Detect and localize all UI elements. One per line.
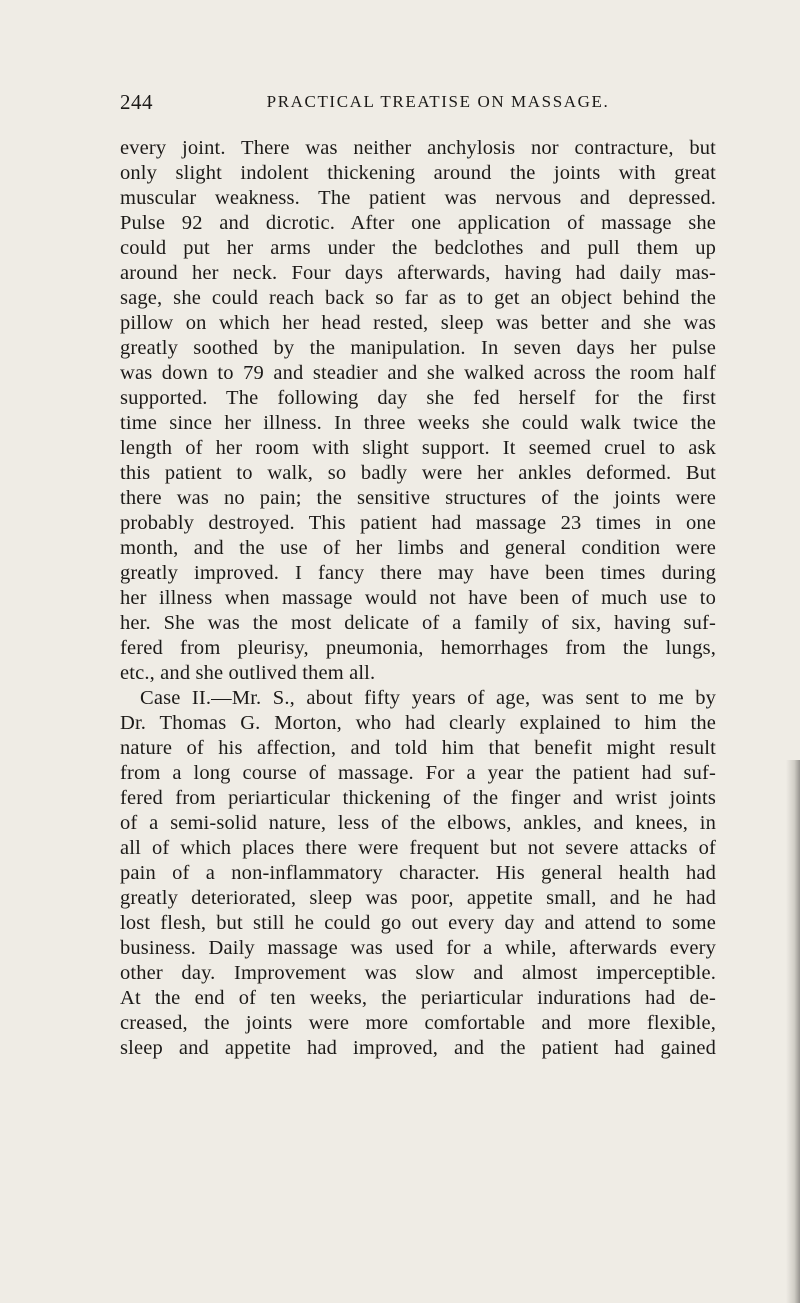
text-line: pain of a non-inflammatory character. His general health had <box>120 862 716 884</box>
text-line: around her neck. Four days afterwards, having had daily mas- <box>120 262 716 284</box>
text-line: sage, she could reach back so far as to get an object behind the <box>120 287 716 309</box>
text-line: from a long course of massage. For a year the patient had suf- <box>120 762 716 784</box>
text-line: fered from periarticular thickening of the finger and wrist joints <box>120 787 716 809</box>
text-line: this patient to walk, so badly were her ankles deformed. But <box>120 462 716 484</box>
text-line: supported. The following day she fed herself for the first <box>120 387 716 409</box>
text-line: other day. Improvement was slow and almost imperceptible. <box>120 962 716 984</box>
text-line: there was no pain; the sensitive structures of the joints were <box>120 487 716 509</box>
text-line: time since her illness. In three weeks she could walk twice the <box>120 412 716 434</box>
text-line: fered from pleurisy, pneumonia, hemorrhages from the lungs, <box>120 637 716 659</box>
text-line: all of which places there were frequent but not severe attacks of <box>120 837 716 859</box>
text-line: her. She was the most delicate of a family of six, having suf- <box>120 612 716 634</box>
text-line: Dr. Thomas G. Morton, who had clearly explained to him the <box>120 712 716 734</box>
text-line: every joint. There was neither anchylosis nor contracture, but <box>120 137 716 159</box>
text-line: her illness when massage would not have been of much use to <box>120 587 716 609</box>
text-line: sleep and appetite had improved, and the patient had gained <box>120 1037 716 1059</box>
text-line: could put her arms under the bedclothes and pull them up <box>120 237 716 259</box>
text-line: month, and the use of her limbs and general condition were <box>120 537 716 559</box>
text-line: business. Daily massage was used for a while, afterwards every <box>120 937 716 959</box>
page-number: 244 <box>120 90 153 114</box>
text-line: probably destroyed. This patient had massage 23 times in one <box>120 512 716 534</box>
text-line-paragraph-end: etc., and she outlived them all. <box>120 662 376 684</box>
text-line: was down to 79 and steadier and she walked across the room half <box>120 362 716 384</box>
text-line: nature of his affection, and told him that benefit might result <box>120 737 716 759</box>
running-title: PRACTICAL TREATISE ON MASSAGE. <box>266 92 610 111</box>
text-line: lost flesh, but still he could go out every day and attend to some <box>120 912 716 934</box>
text-line: of a semi-solid nature, less of the elbows, ankles, and knees, in <box>120 812 716 834</box>
page-edge-shadow <box>786 760 800 1303</box>
text-line: length of her room with slight support. It seemed cruel to ask <box>120 437 716 459</box>
text-line: pillow on which her head rested, sleep was better and she was <box>120 312 716 334</box>
text-line: only slight indolent thickening around the joints with great <box>120 162 716 184</box>
page-header <box>120 90 716 116</box>
text-line-case-heading: Case II.—Mr. S., about fifty years of age, was sent to me by <box>140 687 716 709</box>
text-line: creased, the joints were more comfortable and more flexible, <box>120 1012 716 1034</box>
body-text <box>120 136 716 1061</box>
text-line: greatly soothed by the manipulation. In seven days her pulse <box>120 337 716 359</box>
text-line: Pulse 92 and dicrotic. After one application of massage she <box>120 212 716 234</box>
text-line: At the end of ten weeks, the periarticular indurations had de- <box>120 987 716 1009</box>
text-line: greatly deteriorated, sleep was poor, appetite small, and he had <box>120 887 716 909</box>
text-line: muscular weakness. The patient was nervous and depressed. <box>120 187 716 209</box>
text-line: greatly improved. I fancy there may have been times during <box>120 562 716 584</box>
